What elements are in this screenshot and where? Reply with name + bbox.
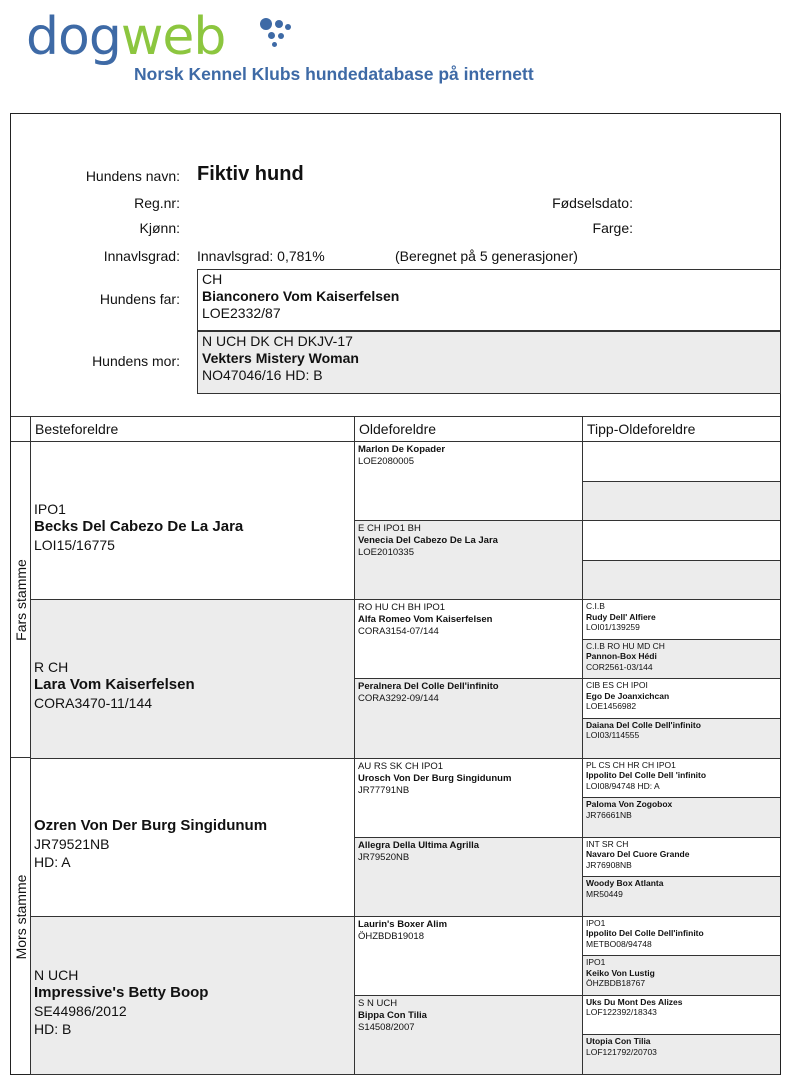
dog-reg: CORA3292-09/144 xyxy=(358,693,439,705)
dog-entry xyxy=(583,760,780,792)
dog-entry xyxy=(31,817,354,871)
logo-web-text: web xyxy=(120,7,226,67)
tipp-oldeforeldre-cell xyxy=(583,877,780,917)
dog-reg: ÖHZBDB19018 xyxy=(358,930,425,942)
dog-reg: LOE2010335 xyxy=(358,547,414,559)
tipp-oldeforeldre-cell xyxy=(583,600,780,640)
pedigree-table xyxy=(11,416,780,1075)
dog-entry xyxy=(355,840,582,864)
dog-entry xyxy=(31,966,354,1038)
tipp-oldeforeldre-cell xyxy=(583,759,780,799)
innavl-note: (Beregnet på 5 generasjoner) xyxy=(395,248,578,264)
dog-name: Urosch Von Der Burg Singidunum xyxy=(358,772,512,784)
side-fars-label: Fars stamme xyxy=(12,558,29,641)
dog-reg: CORA3470-11/144 xyxy=(34,695,153,712)
dog-name: Marlon De Kopader xyxy=(358,444,446,455)
tipp-oldeforeldre-cell xyxy=(583,917,780,957)
dog-titles: N UCH xyxy=(34,966,79,983)
dog-name: Lara Vom Kaiserfelsen xyxy=(34,676,195,694)
logo-dog-text: dog xyxy=(26,7,121,67)
dog-name: Venecia Del Cabezo De La Jara xyxy=(358,535,498,547)
dog-reg: LOE1456982 xyxy=(586,701,637,712)
dog-name: Laurin's Boxer Alim xyxy=(358,918,448,930)
dog-name: Ego De Joanxichcan xyxy=(586,690,670,701)
farge-label: Farge: xyxy=(592,220,633,236)
tipp-oldeforeldre-cell xyxy=(583,719,780,759)
dog-entry xyxy=(583,878,780,899)
dog-name: Woody Box Atlanta xyxy=(586,878,664,889)
mor-label: Hundens mor: xyxy=(92,353,180,369)
oldeforeldre-cell xyxy=(355,521,583,600)
dog-reg: JR79520NB xyxy=(358,851,410,863)
dog-titles: R CH xyxy=(34,659,69,676)
tipp-oldeforeldre-cell xyxy=(583,838,780,878)
dog-reg: ÖHZBDB18767 xyxy=(586,978,646,989)
fodselsdato-label: Fødselsdato: xyxy=(552,195,633,211)
dog-name: Ippolito Del Colle Dell 'infinito xyxy=(586,770,707,780)
logo-wordmark xyxy=(26,6,225,68)
dog-name: Rudy Dell' Alfiere xyxy=(586,611,656,622)
mor-reg: NO47046/16 HD: B xyxy=(202,367,323,383)
dog-name: Allegra Della Ultima Agrilla xyxy=(358,839,480,851)
dog-entry xyxy=(583,799,780,820)
dog-entry xyxy=(583,918,780,950)
tipp-oldeforeldre-cell xyxy=(583,640,780,680)
dog-titles: E CH IPO1 BH xyxy=(358,523,421,535)
dog-entry xyxy=(355,444,582,468)
tipp-oldeforeldre-cell xyxy=(583,1035,780,1075)
header-oldeforeldre: Oldeforeldre xyxy=(355,416,583,442)
dog-entry xyxy=(355,998,582,1034)
logo-tagline: Norsk Kennel Klubs hundedatabase på internett xyxy=(134,64,534,84)
far-box xyxy=(197,269,781,331)
mor-box xyxy=(197,331,781,394)
tipp-oldeforeldre-cell xyxy=(583,956,780,996)
dog-name: Alfa Romeo Vom Kaiserfelsen xyxy=(358,614,493,626)
innavl-value: Innavlsgrad: 0,781% xyxy=(197,248,325,264)
dog-name: Daiana Del Colle Dell'infinito xyxy=(586,719,701,730)
dog-entry xyxy=(583,1036,780,1057)
oldeforeldre-cell xyxy=(355,838,583,917)
regnr-label: Reg.nr: xyxy=(134,195,180,211)
logo-dots-icon xyxy=(258,16,298,52)
dog-name: Utopia Con Tilia xyxy=(586,1036,651,1047)
header-besteforeldre: Besteforeldre xyxy=(31,416,355,442)
dog-name: Paloma Von Zogobox xyxy=(586,799,673,810)
tipp-oldeforeldre-cell xyxy=(583,561,780,601)
side-mors-label: Mors stamme xyxy=(12,874,29,959)
dog-titles: INT SR CH xyxy=(586,838,629,849)
dog-titles: AU RS SK CH IPO1 xyxy=(358,760,443,772)
dog-titles: S N UCH xyxy=(358,997,398,1009)
far-titles: CH xyxy=(202,271,223,287)
dog-health: HD: A xyxy=(34,853,71,870)
dog-reg: JR76908NB xyxy=(586,859,632,870)
dog-name: Fiktiv hund xyxy=(197,163,304,185)
dog-entry xyxy=(583,680,780,712)
dog-titles: C.I.B RO HU MD CH xyxy=(586,640,665,651)
dog-titles: CIB ES CH IPOI xyxy=(586,680,648,691)
dog-name: Keiko Von Lustig xyxy=(586,967,655,978)
dog-reg: LOI01/139259 xyxy=(586,622,640,633)
dog-name: Becks Del Cabezo De La Jara xyxy=(34,518,244,536)
besteforeldre-cell xyxy=(31,759,355,917)
pedigree-document xyxy=(10,113,781,1075)
dog-name: Impressive's Betty Boop xyxy=(34,983,209,1001)
dog-entry xyxy=(355,523,582,559)
dog-health: HD: B xyxy=(34,1020,72,1037)
dog-titles: IPO1 xyxy=(586,957,606,968)
tipp-oldeforeldre-cell xyxy=(583,482,780,522)
dog-entry xyxy=(583,601,780,633)
besteforeldre-cell xyxy=(31,442,355,600)
name-label: Hundens navn: xyxy=(85,168,180,184)
kjonn-label: Kjønn: xyxy=(139,220,180,236)
dog-entry xyxy=(355,602,582,638)
dog-entry xyxy=(355,761,582,797)
dog-name: Pannon-Box Hédi xyxy=(586,651,657,662)
dog-reg: JR79521NB xyxy=(34,835,110,852)
dog-titles: C.I.B xyxy=(586,601,605,612)
dog-reg: LOI03/114555 xyxy=(586,730,640,741)
besteforeldre-cell xyxy=(31,600,355,758)
dog-name: Peralnera Del Colle Dell'infinito xyxy=(358,681,499,693)
dog-entry xyxy=(583,641,780,673)
dog-titles: RO HU CH BH IPO1 xyxy=(358,602,446,614)
dog-reg: JR76661NB xyxy=(586,809,632,820)
dog-reg: COR2561-03/144 xyxy=(586,661,653,672)
dog-titles: PL CS CH HR CH IPO1 xyxy=(586,759,676,770)
besteforeldre-cell xyxy=(31,917,355,1075)
tipp-oldeforeldre-cell xyxy=(583,442,780,482)
dogweb-logo xyxy=(26,6,586,86)
dog-reg: S14508/2007 xyxy=(358,1021,415,1033)
innavl-label: Innavlsgrad: xyxy=(103,248,180,264)
dog-entry xyxy=(355,681,582,705)
dog-entry xyxy=(583,720,780,741)
dog-titles: IPO1 xyxy=(586,917,606,928)
dog-reg: JR77791NB xyxy=(358,784,410,796)
dog-name: Bippa Con Tilia xyxy=(358,1009,427,1021)
dog-entry xyxy=(583,839,780,871)
dog-name: Navaro Del Cuore Grande xyxy=(586,849,690,860)
dog-reg: LOE2080005 xyxy=(358,456,414,467)
mor-titles: N UCH DK CH DKJV-17 xyxy=(202,333,353,349)
dog-reg: MR50449 xyxy=(586,888,623,899)
dog-reg: SE44986/2012 xyxy=(34,1002,127,1019)
dog-name: Ippolito Del Colle Dell'infinito xyxy=(586,928,704,939)
dog-titles: IPO1 xyxy=(34,501,66,518)
dog-entry xyxy=(583,957,780,989)
far-reg: LOE2332/87 xyxy=(202,305,281,321)
dog-reg: CORA3154-07/144 xyxy=(358,626,439,638)
dog-entry xyxy=(31,500,354,554)
far-name: Bianconero Vom Kaiserfelsen xyxy=(202,288,400,304)
header-spacer xyxy=(11,416,31,442)
dog-reg: LOI15/16775 xyxy=(34,537,115,554)
dog-reg: METBO08/94748 xyxy=(586,938,652,949)
dog-name: Ozren Von Der Burg Singidunum xyxy=(34,816,268,834)
oldeforeldre-cell xyxy=(355,917,583,996)
side-mors-stamme xyxy=(11,758,31,1075)
mor-name: Vekters Mistery Woman xyxy=(202,350,359,366)
dog-entry xyxy=(583,997,780,1018)
dog-reg: LOI08/94748 HD: A xyxy=(586,780,660,791)
oldeforeldre-cell xyxy=(355,600,583,679)
dog-name: Uks Du Mont Des Alizes xyxy=(586,996,683,1007)
dog-reg: LOF121792/20703 xyxy=(586,1046,657,1057)
tipp-oldeforeldre-cell xyxy=(583,521,780,561)
tipp-oldeforeldre-cell xyxy=(583,798,780,838)
oldeforeldre-cell xyxy=(355,679,583,758)
oldeforeldre-cell xyxy=(355,759,583,838)
tipp-oldeforeldre-cell xyxy=(583,679,780,719)
dog-entry xyxy=(355,919,582,943)
side-fars-stamme xyxy=(11,442,31,758)
header-tipp-oldeforeldre: Tipp-Oldeforeldre xyxy=(583,416,780,442)
dog-reg: LOF122392/18343 xyxy=(586,1007,657,1018)
oldeforeldre-cell xyxy=(355,442,583,521)
tipp-oldeforeldre-cell xyxy=(583,996,780,1036)
oldeforeldre-cell xyxy=(355,996,583,1075)
far-label: Hundens far: xyxy=(99,291,180,307)
dog-entry xyxy=(31,658,354,712)
